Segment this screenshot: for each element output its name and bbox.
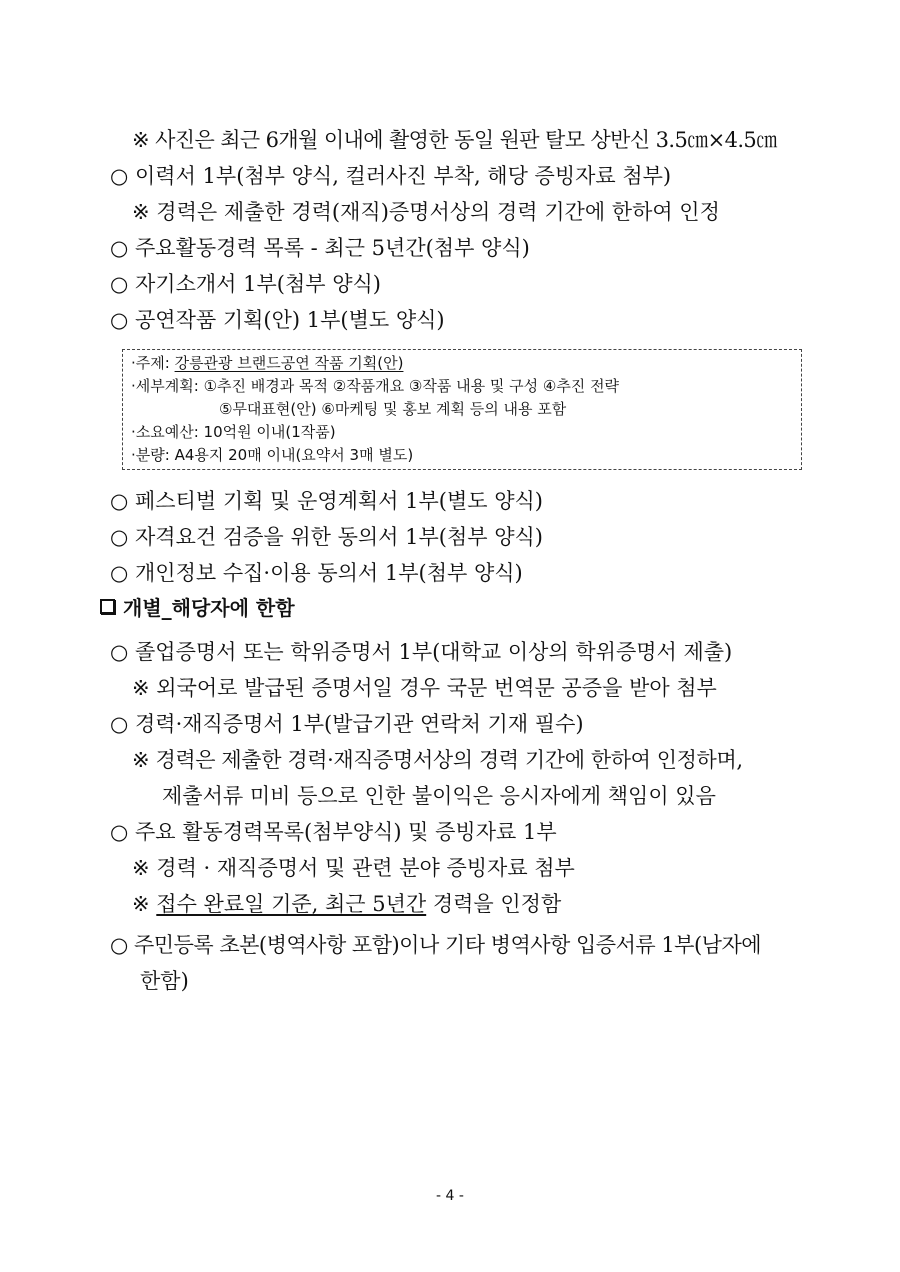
list-item [110, 932, 761, 958]
bullet-marker: ○ [110, 164, 129, 188]
plan-volume: ·분량: A4용지 20매 이내(요약서 3매 별도) [131, 446, 414, 464]
list-item-text: 페스티벌 기획 및 운영계획서 1부(별도 양식) [135, 489, 543, 513]
list-item [110, 488, 543, 514]
plan-volume-row [131, 444, 801, 467]
note-marker: ※ [132, 676, 150, 700]
bullet-marker: ○ [110, 820, 129, 844]
list-item [110, 639, 732, 665]
bullet-marker: ○ [110, 308, 129, 332]
plan-subject-label: ·주제: [131, 354, 175, 372]
plan-budget-row [131, 421, 801, 444]
bullet-marker: ○ [110, 640, 129, 664]
bullet-marker: ○ [110, 236, 129, 260]
bullet-marker: ○ [110, 712, 129, 736]
list-item-text: 자격요건 검증을 위한 동의서 1부(첨부 양식) [135, 525, 543, 549]
note-marker: ※ [132, 856, 150, 880]
note-text: 경력을 인정함 [426, 892, 562, 916]
list-item [110, 819, 557, 845]
plan-budget: ·소요예산: 10억원 이내(1작품) [131, 423, 336, 441]
note-item [132, 891, 561, 917]
list-item-text: 한함) [140, 969, 189, 993]
plan-subject-row [131, 352, 801, 375]
note-item [132, 675, 717, 701]
list-item-text: 졸업증명서 또는 학위증명서 1부(대학교 이상의 학위증명서 제출) [135, 640, 733, 664]
list-item [110, 271, 381, 297]
note-text: 제출서류 미비 등으로 인한 불이익은 응시자에게 책임이 있음 [162, 784, 716, 808]
section-header-text: 개별_해당자에 한함 [123, 596, 295, 620]
note-continuation [162, 783, 716, 809]
note-text: 사진은 최근 6개월 이내에 촬영한 동일 원판 탈모 상반신 3.5㎝×4.5㎝ [155, 128, 777, 152]
underlined-text: 접수 완료일 기준, 최근 5년간 [156, 892, 427, 916]
list-item [110, 235, 530, 261]
note-marker: ※ [132, 200, 150, 224]
plan-details-box [122, 349, 802, 470]
list-item-text: 경력·재직증명서 1부(발급기관 연락처 기재 필수) [135, 712, 584, 736]
list-item [110, 163, 671, 189]
bullet-marker: ○ [110, 525, 129, 549]
list-item-text: 이력서 1부(첨부 양식, 컬러사진 부착, 해당 증빙자료 첨부) [135, 164, 672, 188]
list-item-text: 주요 활동경력목록(첨부양식) 및 증빙자료 1부 [135, 820, 557, 844]
list-item [110, 307, 445, 333]
plan-detail-label: ·세부계획: [131, 377, 204, 395]
list-item [110, 711, 584, 737]
bullet-marker: ○ [110, 272, 129, 296]
page-number: - 4 - [436, 1188, 464, 1204]
photo-note [132, 127, 777, 153]
list-item-text: 개인정보 수집·이용 동의서 1부(첨부 양식) [135, 561, 523, 585]
plan-detail-row [131, 375, 801, 398]
note-text: 경력 · 재직증명서 및 관련 분야 증빙자료 첨부 [156, 856, 575, 880]
section-header [100, 595, 295, 621]
note-marker: ※ [132, 128, 149, 152]
plan-subject-value: 강릉관광 브랜드공연 작품 기획(안) [174, 354, 404, 372]
note-marker: ※ [132, 892, 150, 916]
bullet-marker: ○ [110, 561, 129, 585]
note-text: 경력은 제출한 경력(재직)증명서상의 경력 기간에 한하여 인정 [156, 200, 720, 224]
list-item [110, 524, 543, 550]
note-item [132, 747, 743, 773]
plan-detail-row-2 [131, 398, 801, 421]
plan-detail-line2: ⑤무대표현(안) ⑥마케팅 및 홍보 계획 등의 내용 포함 [219, 400, 567, 418]
bullet-marker: ○ [110, 489, 129, 513]
bullet-marker: ○ [110, 933, 128, 957]
note-marker: ※ [132, 748, 150, 772]
list-item-text: 주요활동경력 목록 - 최근 5년간(첨부 양식) [135, 236, 530, 260]
checkbox-square-icon [100, 599, 115, 614]
note-item [132, 855, 575, 881]
list-item-continuation [140, 968, 189, 994]
list-item-text: 공연작품 기획(안) 1부(별도 양식) [135, 308, 445, 332]
list-item-text: 주민등록 초본(병역사항 포함)이나 기타 병역사항 입증서류 1부(남자에 [134, 933, 762, 957]
list-item [110, 560, 523, 586]
list-item-text: 자기소개서 1부(첨부 양식) [135, 272, 381, 296]
note-text: 경력은 제출한 경력·재직증명서상의 경력 기간에 한하여 인정하며, [155, 748, 743, 772]
career-note [132, 199, 720, 225]
plan-detail-line1: ①추진 배경과 목적 ②작품개요 ③작품 내용 및 구성 ④추진 전략 [203, 377, 620, 395]
note-text: 외국어로 발급된 증명서일 경우 국문 번역문 공증을 받아 첨부 [156, 676, 717, 700]
